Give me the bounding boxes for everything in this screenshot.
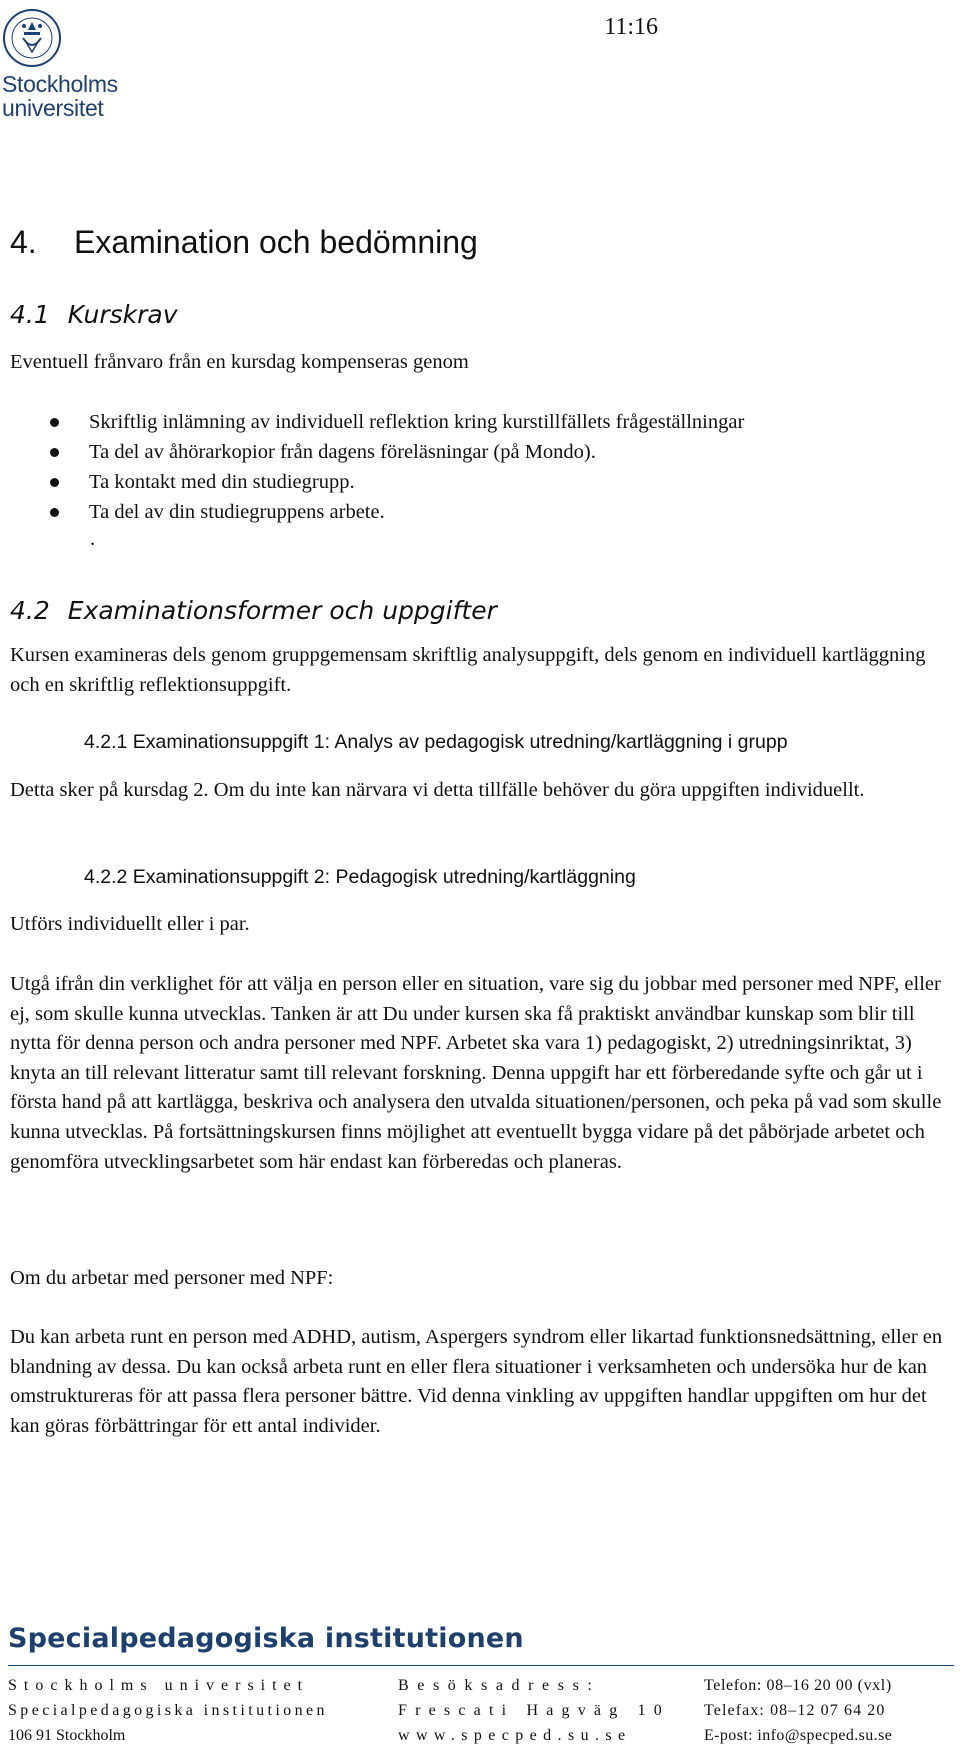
list-item: Ta del av åhörarkopior från dagens föreläsningar (på Mondo). [42,437,957,467]
logo-wordmark-line2: universitet [2,95,104,121]
list-item: Ta kontakt med din studiegrupp. [42,467,957,497]
footer-website-link[interactable]: www.specped.su.se [398,1727,632,1744]
section-heading-4 [10,224,478,261]
section-title: Examination och bedömning [74,224,478,260]
section-number: 4. [10,224,37,260]
paragraph: Om du arbetar med personer med NPF: [10,1267,334,1289]
list-item: Ta del av din studiegruppens arbete. [42,497,957,527]
logo-wordmark-line1: Stockholms [2,71,118,97]
bullet-icon [50,478,59,487]
paragraph: Utförs individuellt eller i par. [10,913,250,935]
footer-address-line3: 106 91 Stockholm [8,1727,126,1744]
paragraph: Detta sker på kursdag 2. Om du inte kan närvara vi detta tillfälle behöver du göra uppgiften individuellt. [10,779,865,801]
bullet-icon [50,448,59,457]
section-title: Examinationsformer och uppgifter [67,596,497,625]
bullet-icon [50,418,59,427]
footer-fax: Telefax: 08–12 07 64 20 [704,1702,886,1719]
university-logo [2,8,142,120]
subsection-heading-4-2-2: 4.2.2 Examinationsuppgift 2: Pedagogisk utredning/kartläggning [84,866,636,888]
footer-phone: Telefon: 08–16 20 00 (vxl) [704,1677,892,1694]
footer-visit-label: Besöksadress: [398,1677,601,1694]
footer-address-line1: Stockholms universitet [8,1677,310,1694]
section-title: Kurskrav [67,300,178,329]
university-seal-icon [2,8,62,68]
list-item: Skriftlig inlämning av individuell reflektion kring kurstillfällets frågeställningar [42,407,957,437]
paragraph: Kursen examineras dels genom gruppgemensam skriftlig analysuppgift, dels genom en individuell kartläggning och en skriftlig reflektionsuppgift. [10,644,926,696]
footer-divider [8,1665,954,1666]
section-number: 4.2 [10,596,50,625]
section-heading-4-1 [10,300,178,329]
subsection-heading-4-2-1: 4.2.1 Examinationsuppgift 1: Analys av pedagogisk utredning/kartläggning i grupp [84,731,788,753]
timestamp: 11:16 [604,14,658,40]
footer-institution-title: Specialpedagogiska institutionen [8,1623,524,1654]
footer-email-link[interactable]: E-post: info@specped.su.se [704,1727,893,1744]
paragraph: Utgå ifrån din verklighet för att välja en person eller en situation, vare sig du jobbar med personer med NPF, eller ej, som skulle kunna utvecklas. Tanken är att Du under kursen ska få praktiskt användbar kunskap som blir till nytta för denna person och andra personer med NPF. Arbetet ska vara 1) pedagogiskt, 2) utredningsinriktat, 3) knyta an till relevant litteratur samt till relevant forskning. Denna uppgift har ett förberedande syfte och går ut i första hand på att kartlägga, beskriva och analysera den utvalda situationen/personen, och peka på vad som skulle kunna utvecklas. På fortsättningskursen finns möjlighet att eventuellt bygga vidare på det påbörjade arbetet och genomföra utvecklingsarbetet som här endast kan förberedas och planeras. [10,973,942,1173]
section-heading-4-2 [10,596,497,625]
paragraph: Eventuell frånvaro från en kursdag kompenseras genom [10,351,469,373]
paragraph: Du kan arbeta runt en person med ADHD, autism, Aspergers syndrom eller likartad funktionsnedsättning, eller en blandning av dessa. Du kan också arbeta runt en eller flera situationer i verksamheten och undersöka hur de kan omstruktureras för att passa flera personer bättre. Vid denna vinkling av uppgiften handlar uppgiften om hur det kan göras förbättringar för ett antal individer. [10,1326,943,1437]
footer-address-line2: Specialpedagogiska institutionen [8,1702,328,1719]
section-number: 4.1 [10,300,50,329]
stray-dot: . [90,528,96,550]
bullet-list [42,407,957,527]
bullet-icon [50,508,59,517]
footer-visit-address: Frescati Hagväg 10 [398,1702,671,1719]
